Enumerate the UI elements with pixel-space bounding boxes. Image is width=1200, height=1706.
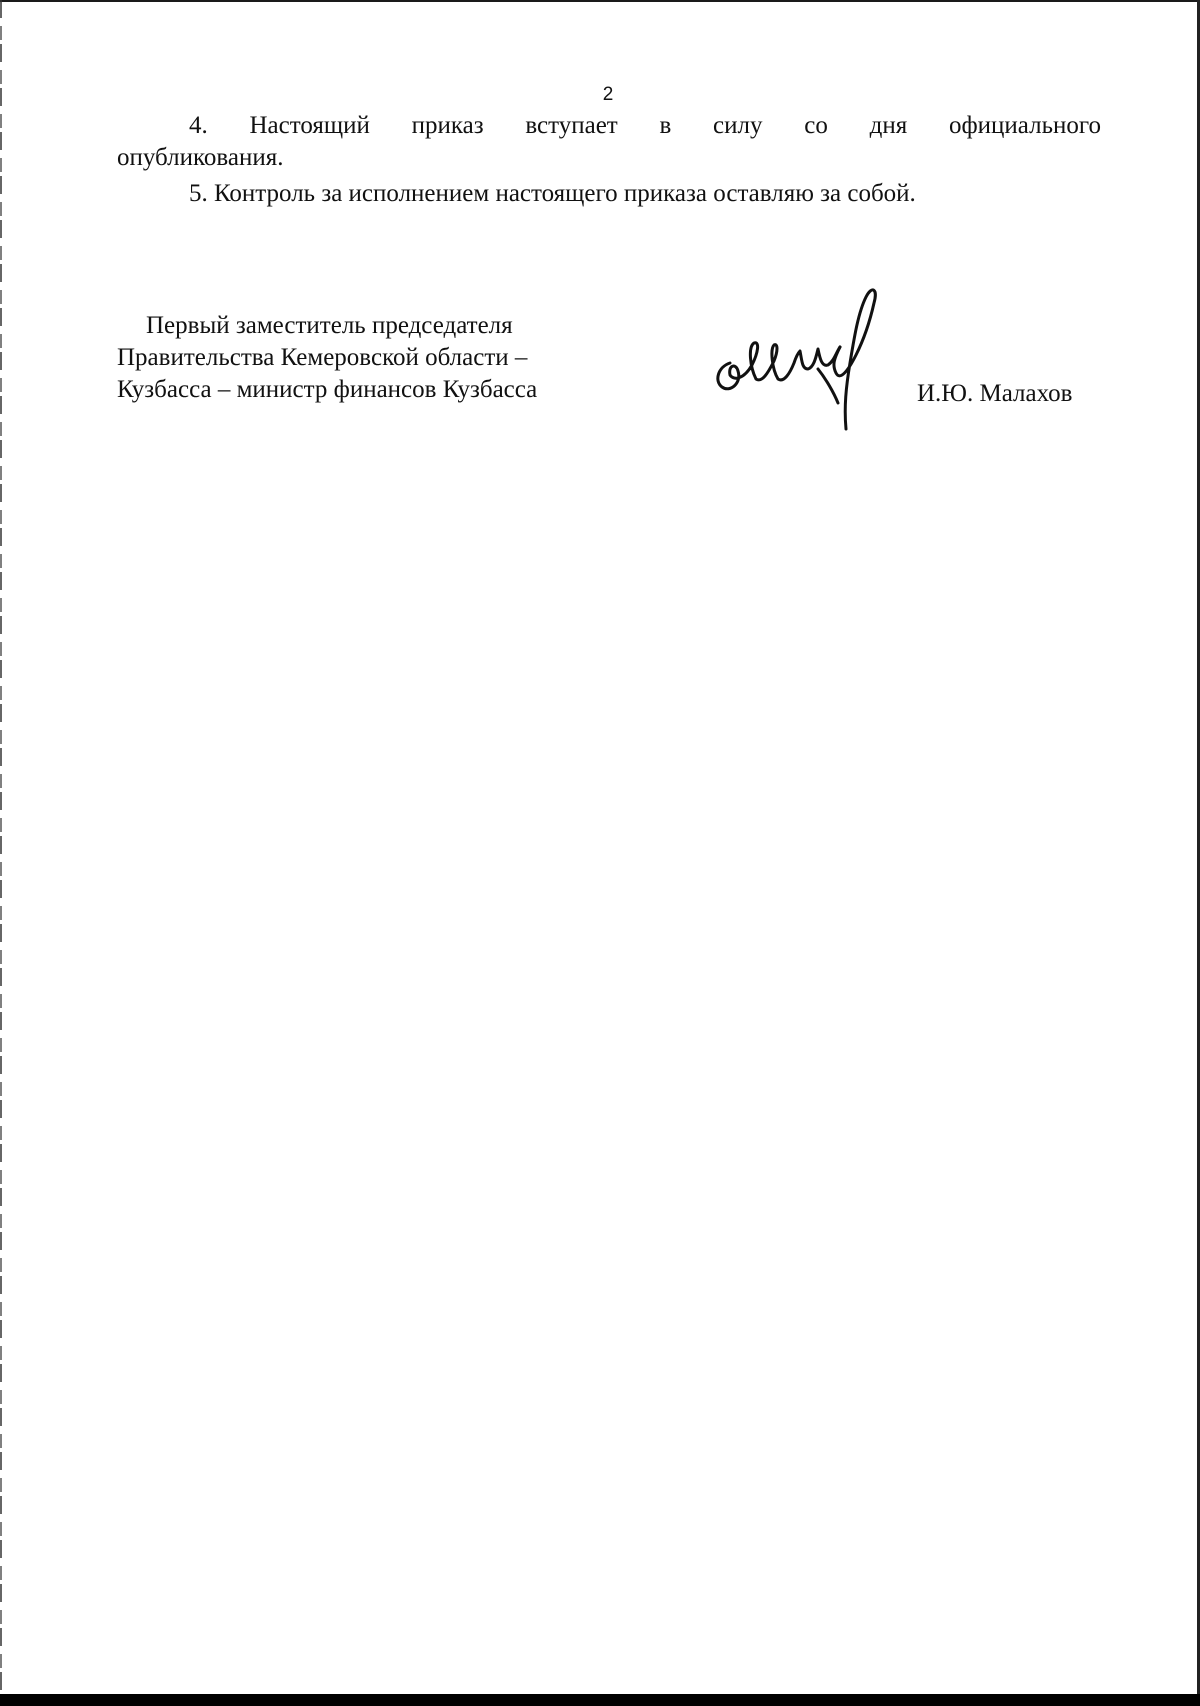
paragraph-4 [117, 110, 1101, 174]
paragraph-4-continuation: опубликования. [117, 144, 284, 171]
paragraph-5: 5. Контроль за исполнением настоящего приказа оставляю за собой. [189, 180, 916, 207]
signer-title-line-2: Правительства Кемеровской области – [117, 344, 528, 371]
page-number: 2 [602, 84, 614, 105]
signer-name: И.Ю. Малахов [917, 380, 1073, 407]
signer-title-line-1: Первый заместитель председателя [146, 312, 513, 339]
scan-edge-left [0, 0, 2, 1706]
signer-title-line-3: Кузбасса – министр финансов Кузбасса [117, 376, 538, 403]
scan-edge-bottom [0, 1694, 1200, 1706]
signer-title-block [117, 310, 537, 406]
handwritten-signature [708, 283, 928, 433]
scan-edge-top [0, 0, 1200, 2]
paragraph-4-first-line: 4. Настоящий приказ вступает в силу со дня официального [189, 112, 1101, 139]
